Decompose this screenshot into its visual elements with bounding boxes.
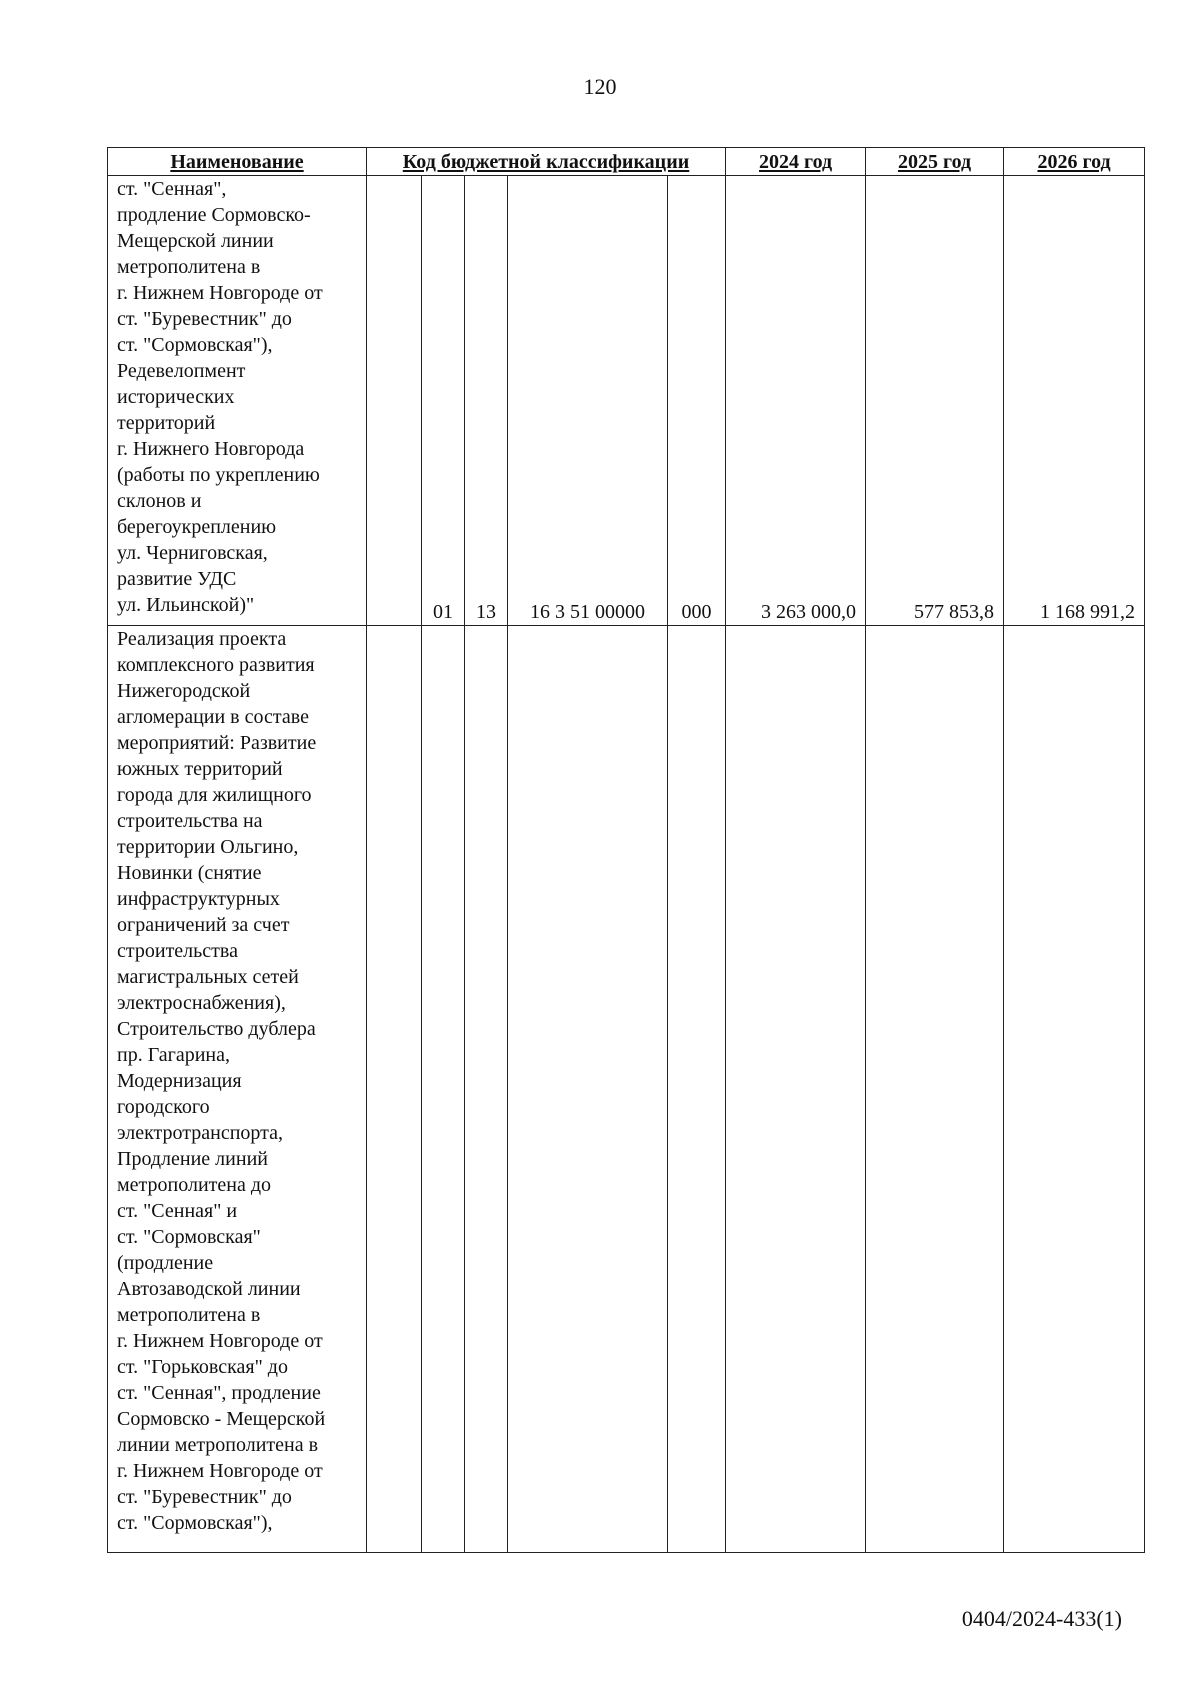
table-body [108,176,1145,1553]
row-name-line: г. Нижнем Новгороде от [117,282,323,304]
row-name-line: Модернизация [117,1070,242,1092]
row-name-line: ст. "Сенная", продление [117,1382,321,1404]
amount-2024-cell: 3 263 000,0 [726,176,866,626]
row-name-line: метрополитена в [117,256,261,278]
header-2025: 2025 год [866,148,1004,176]
amount-2026-cell: 1 168 991,2 [1004,176,1145,626]
header-budget-code: Код бюджетной классификации [367,148,726,176]
row-name-line: ст. "Сормовская"), [117,334,273,356]
row-name-line: Сормовско - Мещерской [117,1408,326,1430]
row-name-line: территории Ольгино, [117,836,299,858]
row-name-line: Редевелопмент [117,360,246,382]
row-name-line: ст. "Сормовская" [117,1226,261,1248]
amount-2026-cell [1004,626,1145,1553]
amount-2025-cell [866,626,1004,1553]
row-name-cell [108,176,367,626]
row-name-line: мероприятий: Развитие [117,732,317,754]
row-name-line: электротранспорта, [117,1122,283,1144]
row-name-line: ст. "Сормовская"), [117,1512,273,1534]
row-name-line: линии метрополитена в [117,1434,319,1456]
row-name-line: (продление [117,1252,214,1274]
amount-2024-cell [726,626,866,1553]
code-cell-1 [367,176,422,626]
row-name-line: Строительство дублера [117,1018,316,1040]
code-cell-section: 01 [422,176,465,626]
code-cell-subsection [465,626,508,1553]
table-row [108,626,1145,1553]
row-name-line: склонов и [117,490,202,512]
row-name-line: метрополитена в [117,1304,261,1326]
row-name-line: электроснабжения), [117,992,286,1014]
row-name-line: развитие УДС [117,568,237,590]
page-number: 120 [583,74,617,99]
row-name-line: продление Сормовско- [117,204,311,226]
table-header-row [108,148,1145,176]
code-cell-section [422,626,465,1553]
row-name-line: ул. Черниговская, [117,542,268,564]
row-name-line: пр. Гагарина, [117,1044,231,1066]
row-name-line: г. Нижнем Новгороде от [117,1460,323,1482]
header-name: Наименование [108,148,367,176]
row-name-line: городского [117,1096,210,1118]
row-name-line: исторических [117,386,235,408]
row-name-line: ограничений за счет [117,914,290,936]
code-cell-subsection: 13 [465,176,508,626]
row-name-line: ст. "Сенная", [117,178,227,200]
row-name-line: ст. "Буревестник" до [117,308,292,330]
row-name-line: ст. "Буревестник" до [117,1486,292,1508]
row-name-line: Реализация проекта [117,628,287,650]
row-name-line: магистральных сетей [117,966,299,988]
row-name-line: Продление линий [117,1148,268,1170]
header-2024: 2024 год [726,148,866,176]
row-name-line: строительства [117,940,238,962]
row-name-line: ст. "Горьковская" до [117,1356,288,1378]
row-name-line: г. Нижнего Новгорода [117,438,305,460]
code-cell-expense-type [668,626,726,1553]
row-name-line: южных территорий [117,758,283,780]
amount-2025-cell: 577 853,8 [866,176,1004,626]
row-name-line: инфраструктурных [117,888,280,910]
code-cell-expense-type: 000 [668,176,726,626]
code-cell-target-article: 16 3 51 00000 [508,176,668,626]
code-cell-target-article [508,626,668,1553]
budget-table [107,147,1145,1553]
row-name-line: агломерации в составе [117,706,309,728]
row-name-line: Нижегородской [117,680,251,702]
row-name-line: Автозаводской линии [117,1278,301,1300]
row-name-line: Новинки (снятие [117,862,262,884]
row-name-line: метрополитена до [117,1174,272,1196]
row-name-line: ул. Ильинской)" [117,594,255,616]
row-name-line: строительства на [117,810,263,832]
row-name-line: города для жилищного [117,784,312,806]
code-cell-1 [367,626,422,1553]
row-name-line: территорий [117,412,216,434]
row-name-line: г. Нижнем Новгороде от [117,1330,323,1352]
document-id: 0404/2024-433(1) [961,1606,1122,1631]
row-name-line: Мещерской линии [117,230,274,252]
row-name-line: берегоукреплению [117,516,277,538]
row-name-line: (работы по укреплению [117,464,320,486]
row-name-line: комплексного развития [117,654,315,676]
table-row [108,176,1145,626]
row-name-cell [108,626,367,1553]
header-2026: 2026 год [1004,148,1145,176]
row-name-line: ст. "Сенная" и [117,1200,238,1222]
